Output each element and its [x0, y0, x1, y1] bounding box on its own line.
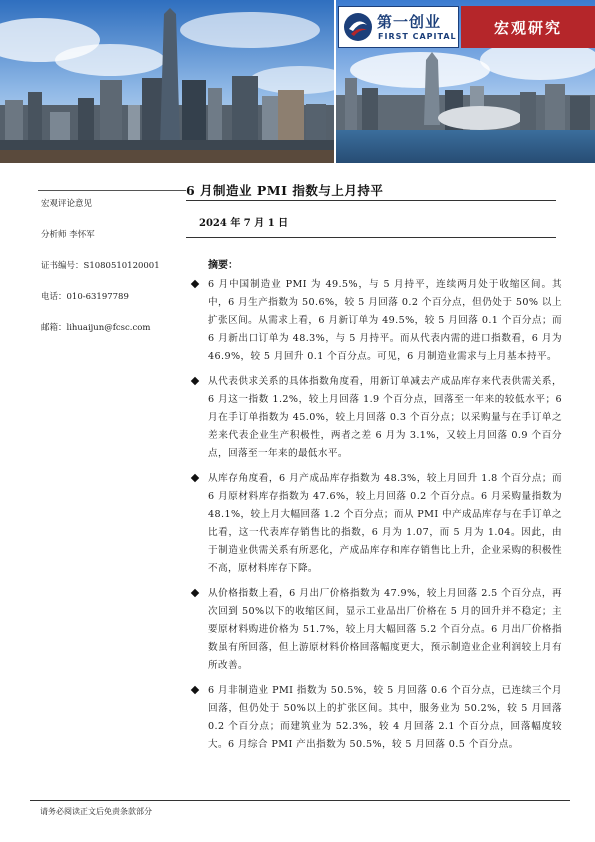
footer-disclaimer: 请务必阅读正文后免责条款部分 — [40, 807, 152, 816]
report-title: 6 月制造业 PMI 指数与上月持平 — [186, 183, 384, 198]
report-type-badge — [461, 6, 595, 48]
report-date: 2024 年 7 月 1 日 — [199, 218, 289, 229]
report-type-label: 宏观研究 — [493, 18, 562, 37]
list-item — [186, 373, 562, 463]
bullet-text: 从价格指数上看，6 月出厂价格指数为 47.9%，较上月回落 2.5 个百分点，再次回到 50%以下的收缩区间，显示工业品出厂价格在 5 月的回升并不稳定；主要原材料购进价格为 51.7%，较上月大幅回落 5.2 个百分点。6 月出厂价格指数虽有所回落，但上游原材料价格回落幅度更大，预示制造业企业利润较上月有所改善。 — [208, 588, 562, 671]
diamond-bullet-icon — [191, 280, 199, 288]
first-capital-logo-icon — [343, 12, 373, 42]
list-item — [186, 585, 562, 675]
date-divider — [186, 237, 556, 238]
logo-chinese-name: 第一创业 — [377, 13, 442, 31]
list-item — [186, 682, 562, 754]
list-item — [186, 276, 562, 366]
diamond-bullet-icon — [191, 589, 199, 597]
sidebar-divider — [38, 190, 186, 191]
abstract-heading: 摘要： — [208, 260, 238, 271]
diamond-bullet-icon — [191, 377, 199, 385]
title-divider — [186, 200, 556, 201]
list-item — [186, 470, 562, 578]
abstract-bullet-list — [186, 276, 562, 761]
company-logo — [338, 6, 459, 48]
report-category: 宏观评论意见 — [41, 199, 93, 209]
diamond-bullet-icon — [191, 686, 199, 694]
header-banner — [0, 0, 595, 163]
phone-number: 电话：010-63197789 — [41, 292, 129, 302]
license-number: 证书编号：S1080510120001 — [41, 261, 160, 271]
bullet-text: 6 月非制造业 PMI 指数为 50.5%，较 5 月回落 0.6 个百分点，已连续三个月回落，但仍处于 50%以上的扩张区间。其中，服务业为 50.2%，较 5 月回落 0.2 个百分点；而建筑业为 52.3%，较 4 月回落 2.1 个百分点，回落幅度较大。6 月综合 PMI 产出指数为 50.5%，较 5 月回落 0.5 个百分点。 — [208, 685, 562, 750]
email-address: 邮箱：lihuaijun@fcsc.com — [41, 323, 151, 333]
bullet-text: 从代表供求关系的具体指数角度看，用新订单减去产成品库存来代表供需关系，6 月这一指数 1.2%，较上月回落 1.9 个百分点，回落至一年来的较低水平；6 月在手订单指数为 45.0%，较上月回落 0.3 个百分点；以采购量与在手订单之差来代表企业生产积极性，两者之差 6 月为 3.1%，又较上月回落 0.9 个百分点，回落至一年来的最低水平。 — [208, 376, 562, 459]
footer-divider — [30, 800, 570, 801]
bullet-text: 6 月中国制造业 PMI 为 49.5%，与 5 月持平，连续两月处于收缩区间。其中，6 月生产指数为 50.6%，较 5 月回落 0.2 个百分点，但仍处于 50% 以上扩张区间。从需求上看，6 月新订单为 49.5%，较 5 月回落 0.1 个百分点；而 6 月新出口订单为 48.3%，与 5 月持平。而从代表内需的进口指数看，6 月为 46.9%，较 5 月回升 0.1 个百分点。可见，6 月制造业需求与上月基本持平。 — [208, 279, 562, 362]
logo-english-name: FIRST CAPITAL — [378, 32, 457, 41]
bullet-text: 从库存角度看，6 月产成品库存指数为 48.3%，较上月回升 1.8 个百分点；而 6 月原材料库存指数为 47.6%，较上月回落 0.2 个百分点。6 月采购量指数为 48.1%，较上月大幅回落 1.2 个百分点；而从 PMI 中产成品库存与在手订单之比看，这一代表库存销售比的指数，6 月为 1.07，而 5 月为 1.04。因此，由于制造业供需关系有所恶化，产成品库存和库存销售比上升，企业采购的积极性不高，原材料库存下降。 — [208, 473, 562, 574]
analyst-name: 分析师 李怀军 — [41, 230, 95, 240]
diamond-bullet-icon — [191, 474, 199, 482]
